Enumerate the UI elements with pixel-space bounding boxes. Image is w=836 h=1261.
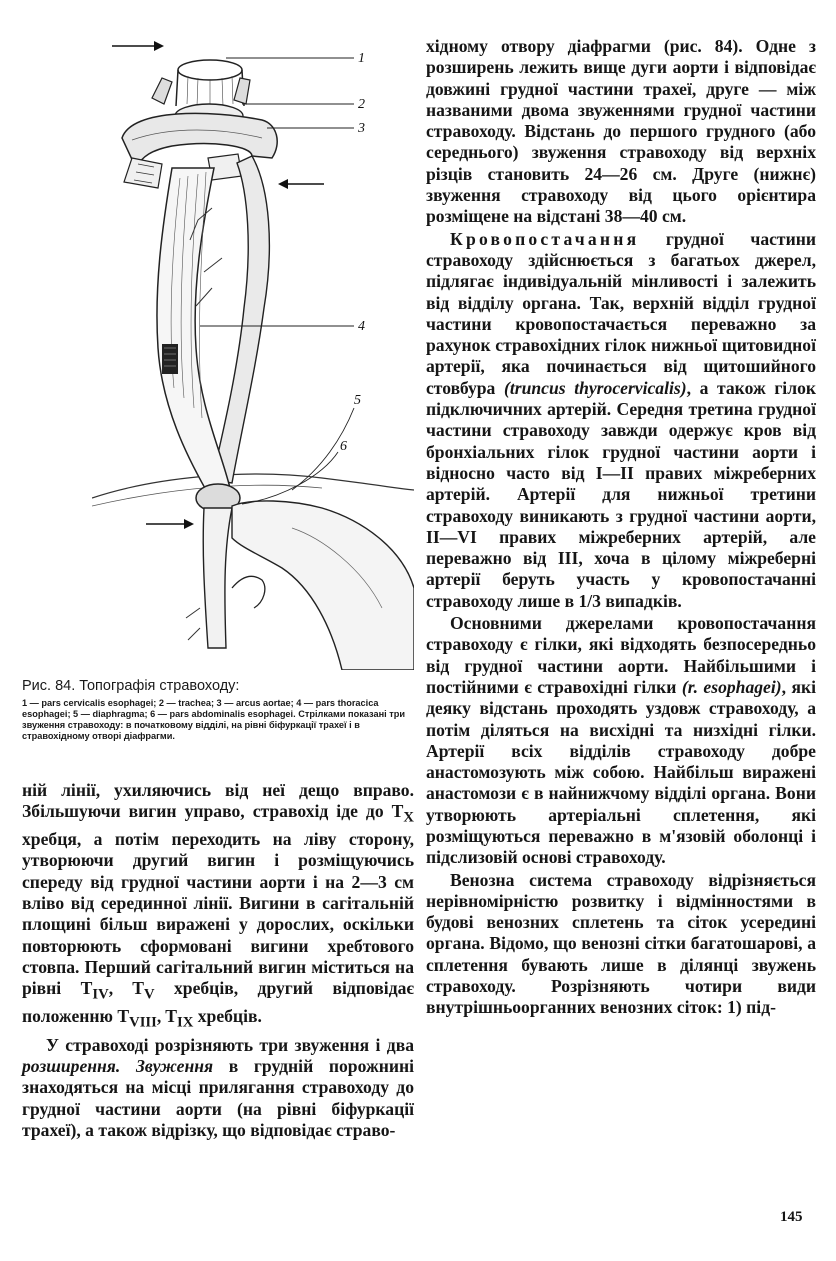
label-4: 4 [358,319,365,334]
caption-legend: 1 — pars cervicalis esophagei; 2 — trachea; 3 — arcus aortae; 4 — pars thoracica esophagei; 5 — diaphragma; 6 — pars abdominalis esophagei. Стрілками показані три звуження стравоходу: в початковому відділі, на рівні біфуркації трахеї і в стравохідному отворі діафрагми. [22,698,405,741]
right-paragraph-3: Основними джерелами кровопостачання стравоходу є гілки, які відходять безпосередньо від грудної частини аорти. Найбільшими і постійними є стравохідні гілки (r. esophagei), які деяку відстань проходять уздовж стравоходу, а потім діляться на висхідні та низхідні гілки. Артерії всіх відділів стравоходу добре анастомозують між собою. Найбільш виражені анастомози є в найнижчому відділі органа. Вони утворюють артеріальні сплетення, які розміщуються переважно в м'язовій оболонці і підслизовій основі стравоходу. [426,613,817,868]
right-paragraph-1: хідному отвору діафрагми (рис. 84). Одне з розширень лежить вище дуги аорти і відповідає довжині грудної частини трахеї, друге — між названими двома звуженнями грудної частини стравоходу. Відстань до першого грудного (або середнього) звуження стравоходу від верхніх різців становить 24—26 см. Друге (нижнє) звуження стравоходу від цього орієнтира розміщене на відстані 38—40 см. [426,36,816,227]
esophagus-illustration [92,28,414,670]
abdominal-aorta [203,508,232,648]
diaphragm-line [92,474,414,498]
caption-title: Рис. 84. Топографія стравоходу: [22,678,240,694]
constriction-arrow-top [112,41,164,51]
left-paragraph-1: ній лінії, ухиляючись від неї дещо вправо. Збільшуючи вигин управо, стравохід іде до $T_X$ хребця, а потім переходить на ліву сторону, утворюючи другий вигин і розміщуючись спереду від грудної частини аорти і на 2—3 см вліво від серединної лінії. Вигини в сагітальній площині більш виражені у дорослих, оскільки повторюють сформовані вигини хребтового стовпа. Перший сагітальний вигин міститься на рівні $T_{IV}$, $T_V$ хребців, другий відповідає положенню $T_{VIII}$, $T_{IX}$ хребців. [22,780,414,1031]
stomach [232,501,414,670]
left-paragraph-2: У стравоході розрізняють три звуження і два розширення. Звуження в грудній порожнині знаходяться на місці прилягання стравоходу до грудної частини аорти (на рівні біфуркації трахеї), а також відрізку, що відповідає страво- [22,1034,415,1140]
label-3: 3 [358,121,365,136]
left-carotid [234,78,250,104]
descending-aorta [212,156,269,483]
label-6: 6 [340,439,347,454]
page-number: 145 [780,1209,803,1225]
thoracic-esophagus [157,168,230,490]
figure-caption [22,678,414,742]
label-5: 5 [354,393,361,408]
muscle-window [162,344,178,374]
left-text-column [22,780,414,1141]
brachiocephalic-trunk [152,78,172,104]
label-1: 1 [358,51,365,66]
constriction-arrow-middle [278,179,324,189]
right-paragraph-2: Кровопостачання грудної частини стравоходу здійснюється з багатьох джерел, підлягає індивідуальній мінливості і залежить від відділу органа. Так, верхній відділ грудної частини кровопостачається переважно за рахунок стравохідних гілок нижньої щитовидної артерії, яка починається від щитошийного стовбура (truncus thyrocervicalis), а також гілок підключичних артерій. Середня третина грудної частини стравоходу завжди одержує кров від бронхіальних гілок грудної частини аорти і відносно часто від I—II правих міжреберних артерій. Артерії для нижньої третини стравоходу виникають з грудної частини аорти, II—VI правих міжреберних артерій, але переважно від III, хоча в цілому міжреберні артерії беруть участь у кровопостачанні стравоходу лише в 1/3 випадків. [426,228,816,611]
esophagus-top-opening [178,60,242,80]
right-paragraph-4: Венозна система стравоходу відрізняється нерівномірністю розвитку і відмінностями в будові венозних сплетень та сіток усередині органа. Відомо, що венозні сітки багатошарові, а сплетення бувають лише в ділянці звужень стравоходу. Розрізняють чотири види внутрішньоорганних венозних сіток: 1) під- [426,869,816,1018]
celiac-trunk [232,576,265,608]
constriction-arrow-bottom [146,519,194,529]
label-2: 2 [358,97,365,112]
right-text-column [426,36,816,1019]
esophagus-topography-figure [92,28,414,670]
